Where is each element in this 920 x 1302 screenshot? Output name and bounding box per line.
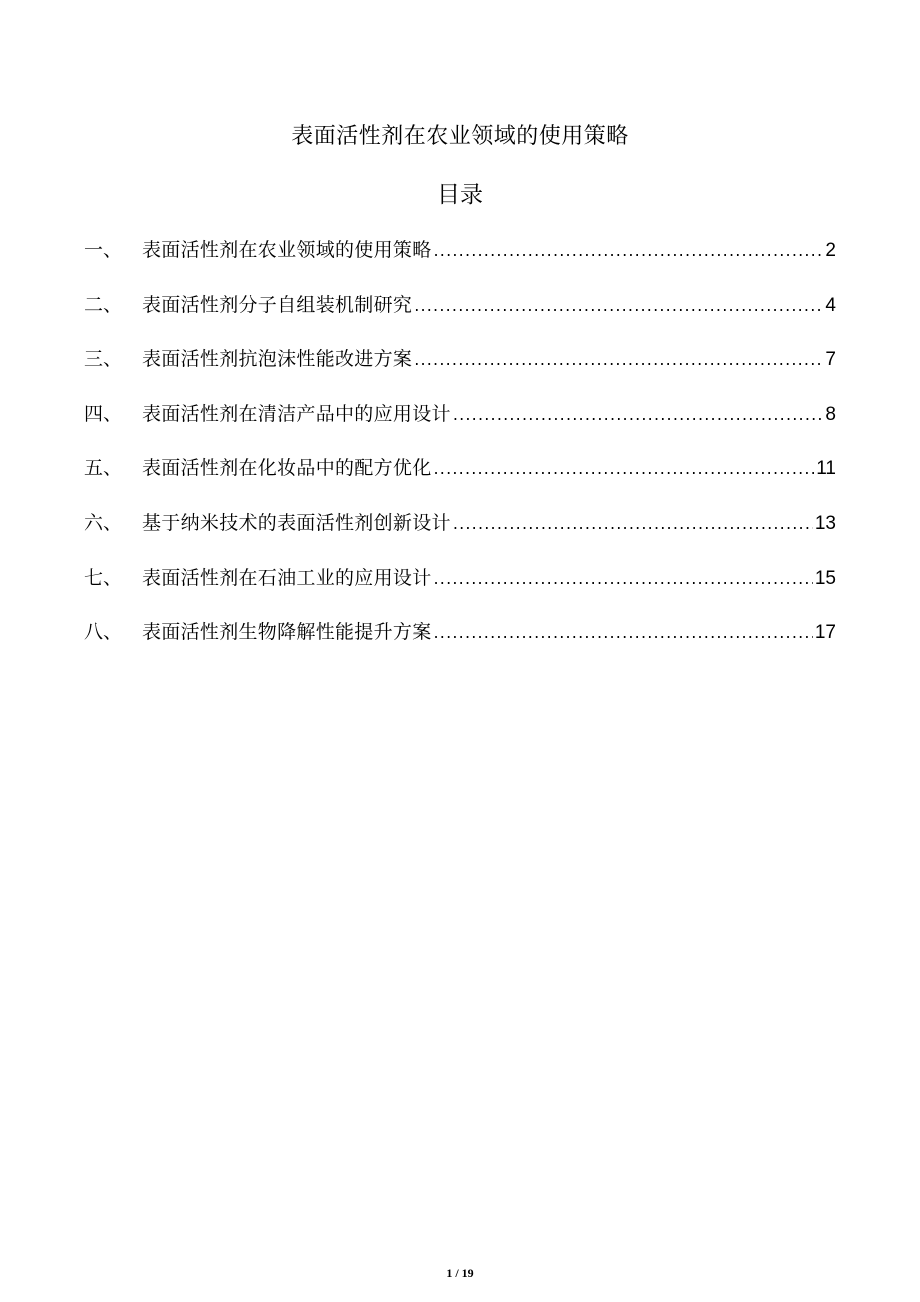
toc-entry-title[interactable]: 表面活性剂在农业领域的使用策略 [142,239,432,261]
toc-dot-leader [414,289,823,323]
toc-dot-leader [434,234,824,268]
toc-dot-leader [434,616,813,650]
toc-entry-title[interactable]: 表面活性剂在化妆品中的配方优化 [142,457,432,480]
toc-entry-title[interactable]: 表面活性剂抗泡沫性能改进方案 [142,348,413,371]
toc-heading: 目录 [437,182,483,208]
toc-dot-leader [453,398,824,432]
toc-entry[interactable] [84,397,836,452]
toc-entry[interactable] [84,451,836,506]
toc-entry[interactable] [84,506,836,561]
toc-entry-number: 四、 [84,402,123,425]
toc-dot-leader [453,507,813,541]
page-number-footer: 1 / 19 [446,1266,474,1280]
toc-entry-number: 六、 [84,511,123,534]
toc-entry-page[interactable]: 11 [816,458,836,480]
toc-entry[interactable] [84,233,836,288]
toc-dot-leader [414,343,823,377]
toc-entry[interactable] [84,561,836,616]
toc-entry-page[interactable]: 17 [814,622,836,644]
toc-entry-number: 二、 [84,293,123,316]
toc-entry-title[interactable]: 表面活性剂生物降解性能提升方案 [142,621,432,644]
toc-entry-page[interactable]: 13 [814,512,836,534]
toc-entry-number: 八、 [84,621,123,644]
toc-entry-number: 三、 [84,348,123,371]
toc-entry-number: 五、 [84,457,123,480]
toc-entry-page[interactable]: 15 [814,567,836,589]
toc-entry-title[interactable]: 表面活性剂在石油工业的应用设计 [142,566,432,589]
toc-dot-leader [434,452,815,486]
toc-entry[interactable] [84,288,836,343]
toc-entry-number: 一、 [84,239,123,261]
toc-entry[interactable] [84,342,836,397]
toc-dot-leader [434,562,813,596]
toc-entry-page[interactable]: 2 [825,240,836,261]
document-title: 表面活性剂在农业领域的使用策略 [291,124,629,149]
toc-entry-title[interactable]: 表面活性剂分子自组装机制研究 [142,293,413,316]
toc-entry-page[interactable]: 8 [825,403,836,425]
toc-entry-title[interactable]: 表面活性剂在清洁产品中的应用设计 [142,402,451,425]
toc-entry-number: 七、 [84,566,123,589]
table-of-contents [84,233,836,670]
toc-entry[interactable] [84,615,836,670]
toc-entry-title[interactable]: 基于纳米技术的表面活性剂创新设计 [142,511,451,534]
toc-entry-page[interactable]: 7 [825,349,836,371]
toc-entry-page[interactable]: 4 [825,294,836,316]
